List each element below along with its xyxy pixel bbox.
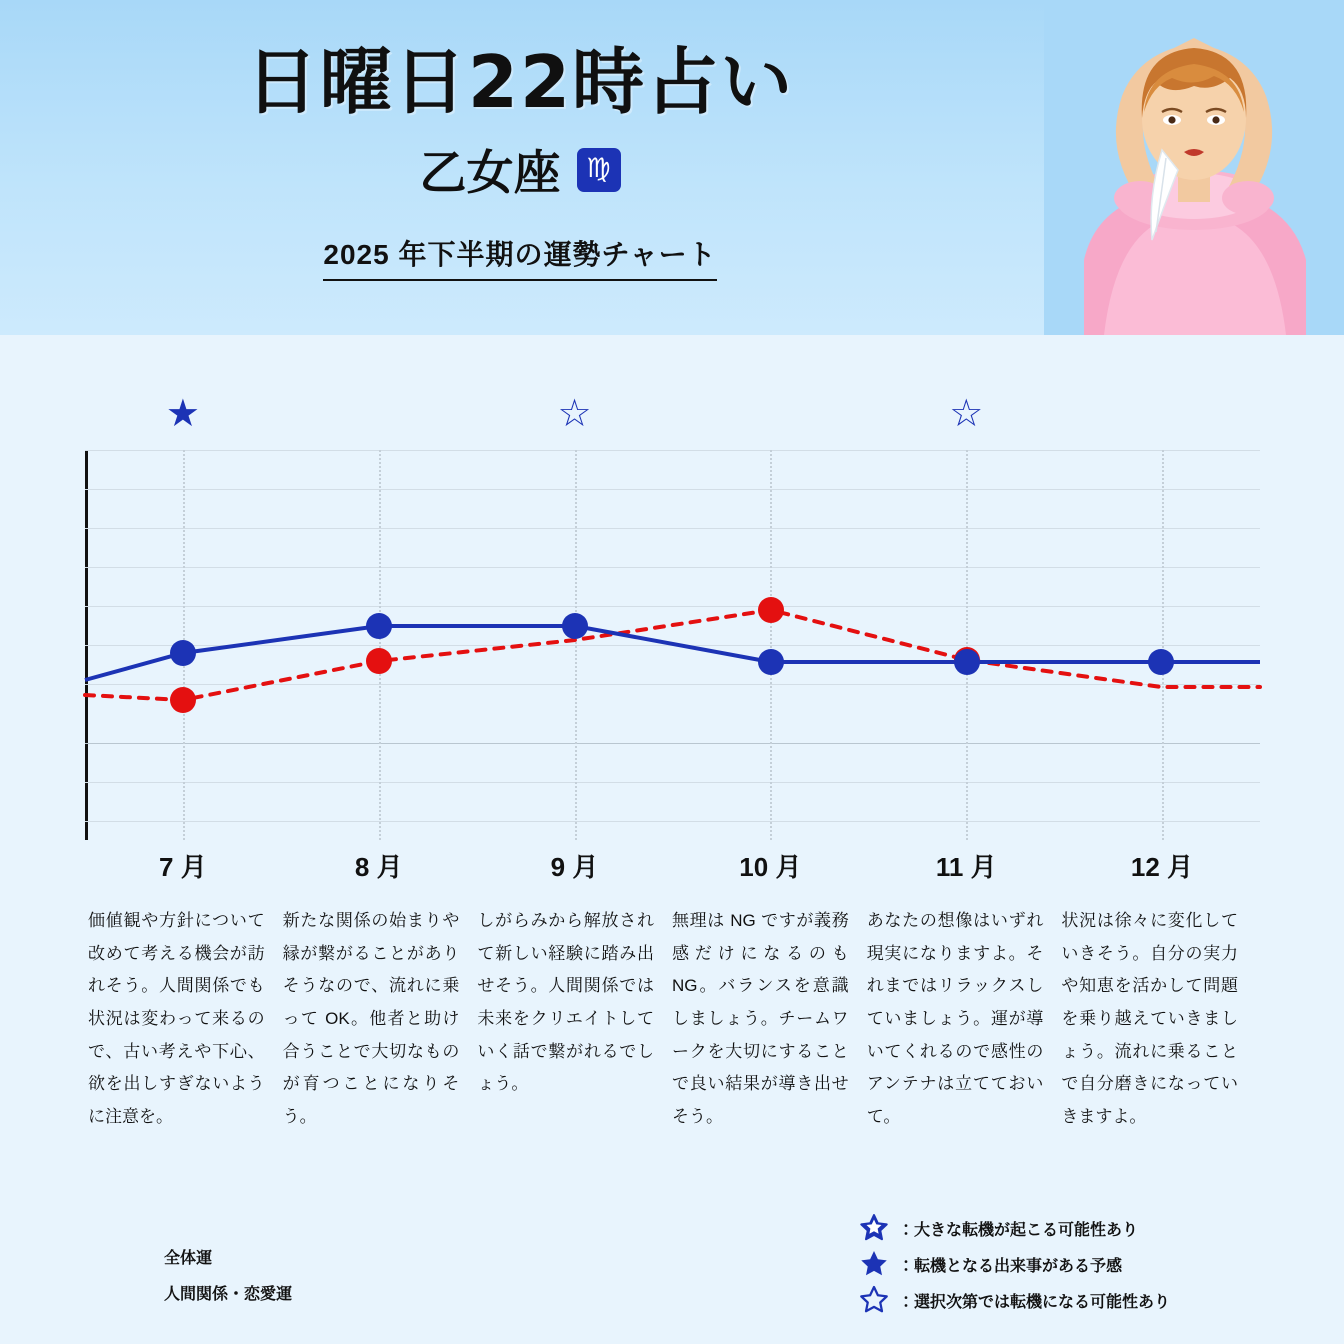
x-label-july: 7 月 [159, 852, 207, 882]
legend-item-overall [88, 1238, 508, 1274]
data-point-overall [758, 649, 784, 675]
monthly-forecast-columns [0, 905, 1344, 1175]
forecast-text-september: しがらみから解放されて新しい経験に踏み出せそう。人間関係では未来をクリエイトしていく話で繋がれるでしょう。 [477, 911, 655, 1094]
data-point-overall [562, 613, 588, 639]
woman-illustration [1044, 0, 1344, 335]
page-title: 日曜日22時占い [245, 40, 795, 124]
data-point-overall [954, 649, 980, 675]
x-label-september: 9 月 [550, 852, 599, 882]
star-outline-icon [854, 1285, 894, 1315]
forecast-text-july: 価値観や方針について改めて考える機会が訪れそう。人間関係でも状況は変わって来るので、古い考えや下心、欲を出しすぎないように注意を。 [88, 911, 265, 1126]
legend-label-overall: 全体運 [164, 1249, 213, 1267]
forecast-text-december: 状況は徐々に変化していきそう。自分の実力や知恵を活かして問題を乗り越えていきましょう。流れに乗ることで自分磨きになっていきますよ。 [1061, 911, 1239, 1126]
chart-star-markers [85, 395, 1260, 439]
star-marker-november: ☆ [949, 393, 984, 435]
star-legend [854, 1210, 1274, 1318]
star-marker-july: ★ [165, 393, 200, 435]
zodiac-sign-name: 乙女座 [419, 146, 561, 201]
legend-item-relationship [88, 1274, 508, 1310]
virgo-symbol-icon: ♍ [577, 148, 621, 192]
data-point-relationship [758, 597, 784, 623]
x-axis-labels [85, 847, 1260, 887]
legend-item-turning-event [854, 1246, 1274, 1282]
legend-item-big-turning-point [854, 1210, 1274, 1246]
data-point-overall [366, 613, 392, 639]
star-marker-september: ☆ [557, 393, 592, 435]
legend-item-possible-turning-point [854, 1282, 1274, 1318]
header-text-block [0, 0, 1040, 335]
fortune-chart [0, 335, 1344, 895]
series-legend [88, 1238, 508, 1310]
forecast-text-november: あなたの想像はいずれ現実になりますよ。それまではリラックスしていましょう。運が導いてくれるので感性のアンテナは立てておいて。 [866, 911, 1044, 1126]
zodiac-sign-row [420, 136, 621, 203]
data-point-relationship [170, 687, 196, 713]
forecast-text-october: 無理は NG ですが義務感だけになるのも NG。バランスを意識しましょう。チームワークを大切にすることで良い結果が導き出せそう。 [672, 911, 849, 1126]
data-point-relationship [366, 648, 392, 674]
legend-label-relationship: 人間関係・恋愛運 [164, 1285, 293, 1303]
series-line-overall [85, 626, 1260, 680]
x-label-october: 10 月 [739, 852, 802, 882]
x-label-december: 12 月 [1130, 852, 1194, 882]
x-label-august: 8 月 [354, 852, 403, 882]
forecast-text-august: 新たな関係の始まりや縁が繋がることがありそうなので、流れに乗って OK。他者と助け合うことで大切なものが育つことになりそう。 [282, 911, 460, 1126]
star-solid-icon [854, 1249, 894, 1279]
chart-subtitle: 2025 年下半期の運勢チャート [323, 233, 716, 281]
series-line-relationship [85, 610, 1260, 700]
chart-series-svg [85, 450, 1260, 840]
star-filled-outlined-icon [854, 1213, 894, 1243]
data-point-overall [1148, 649, 1174, 675]
data-point-overall [170, 640, 196, 666]
chart-plot-region [85, 450, 1260, 840]
legend-label-turning-event: ：転機となる出来事がある予感 [898, 1257, 1123, 1275]
legend-label-big-turning-point: ：大きな転機が起こる可能性あり [898, 1221, 1139, 1239]
x-label-november: 11 月 [935, 852, 997, 882]
legend-label-possible-turning-point: ：選択次第では転機になる可能性あり [898, 1293, 1171, 1311]
page-header [0, 0, 1344, 335]
